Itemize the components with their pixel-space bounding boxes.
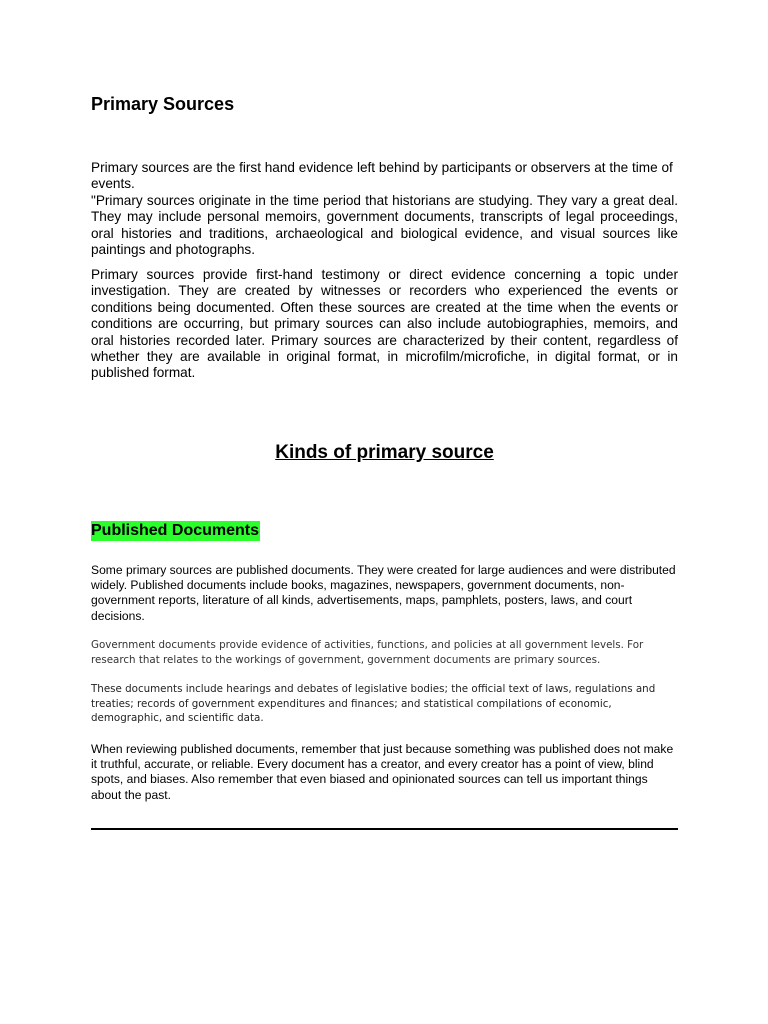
section-heading: Kinds of primary source	[275, 442, 494, 463]
intro-line-1: Primary sources are the first hand evidence left behind by participants or observers at the time of events.	[91, 160, 673, 192]
horizontal-rule	[91, 828, 678, 830]
page-title: Primary Sources	[91, 94, 235, 114]
published-docs-paragraph-4: When reviewing published documents, remember that just because something was published does not make it truthful, accurate, or reliable. Every document has a creator, and every creator has a point of view, blind spots, and biases. Also remember that even biased and opinionated sources can tell us important things about the past.	[91, 742, 674, 802]
published-docs-paragraph-2: Government documents provide evidence of activities, functions, and policies at all government levels. For research that relates to the workings of government, government documents are primary sources.	[91, 639, 644, 667]
subsection-heading	[91, 522, 260, 540]
published-docs-paragraph-3: These documents include hearings and debates of legislative bodies; the official text of laws, regulations and treaties; records of government expenditures and finances; and statistical compilations of economic, demographic, and scientific data.	[91, 683, 656, 725]
intro-block	[91, 160, 678, 258]
published-docs-paragraph-1: Some primary sources are published documents. They were created for large audiences and were distributed widely. Published documents include books, magazines, newspapers, government documents, non-government reports, literature of all kinds, advertisements, maps, pamphlets, posters, laws, and court decisions.	[91, 563, 676, 623]
subsection-heading-highlight: Published Documents	[91, 522, 260, 539]
primary-sources-description: Primary sources provide first-hand testimony or direct evidence concerning a topic under investigation. They are created by witnesses or recorders who experienced the events or conditions being documented. Often these sources are created at the time when the events or conditions are occurring, but primary sources can also include autobiographies, memoirs, and oral histories recorded later. Primary sources are characterized by their content, regardless of whether they are available in original format, in microfilm/microfiche, in digital format, or in published format.	[91, 267, 678, 381]
intro-line-2: "Primary sources originate in the time period that historians are studying. They vary a great deal. They may include personal memoirs, government documents, transcripts of legal proceedings, oral histories and traditions, archaeological and biological evidence, and visual sources like paintings and photographs.	[91, 192, 678, 258]
